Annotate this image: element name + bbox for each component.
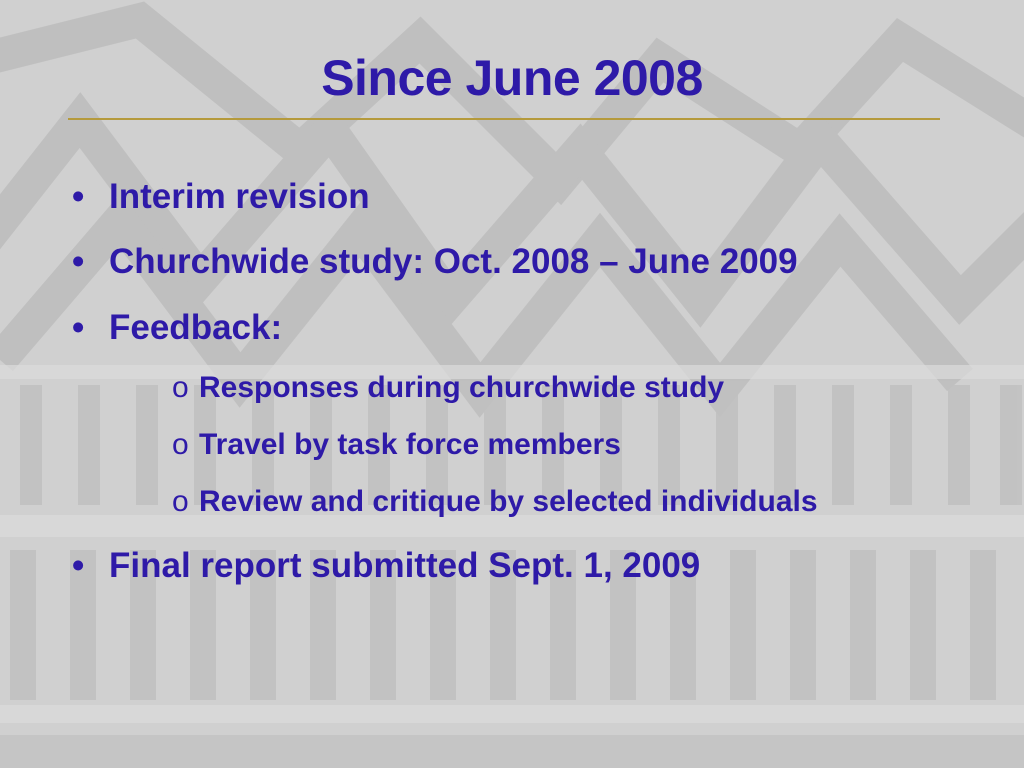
bullet-item xyxy=(72,240,798,284)
bullet-marker: • xyxy=(72,546,85,585)
sub-bullet-marker: o xyxy=(172,485,189,518)
bullet-item xyxy=(72,306,282,350)
bullet-text: Feedback: xyxy=(109,308,283,347)
title-divider xyxy=(68,118,940,120)
sub-bullet-item xyxy=(172,426,621,464)
sub-bullet-item xyxy=(172,483,818,521)
bullet-marker: • xyxy=(72,177,85,216)
sub-bullet-text: Travel by task force members xyxy=(199,428,621,461)
sub-bullet-text: Review and critique by selected individuals xyxy=(199,485,818,518)
slide-title: Since June 2008 xyxy=(321,50,703,106)
bullet-text: Churchwide study: Oct. 2008 – June 2009 xyxy=(109,242,798,281)
bullet-marker: • xyxy=(72,308,85,347)
sub-bullet-marker: o xyxy=(172,371,189,404)
sub-bullet-marker: o xyxy=(172,428,189,461)
bullet-marker: • xyxy=(72,242,85,281)
bullet-item xyxy=(72,544,700,588)
sub-bullet-item xyxy=(172,369,724,407)
sub-bullet-text: Responses during churchwide study xyxy=(199,371,725,404)
bullet-text: Interim revision xyxy=(109,177,370,216)
bullet-text: Final report submitted Sept. 1, 2009 xyxy=(109,546,701,585)
bullet-item xyxy=(72,175,370,219)
